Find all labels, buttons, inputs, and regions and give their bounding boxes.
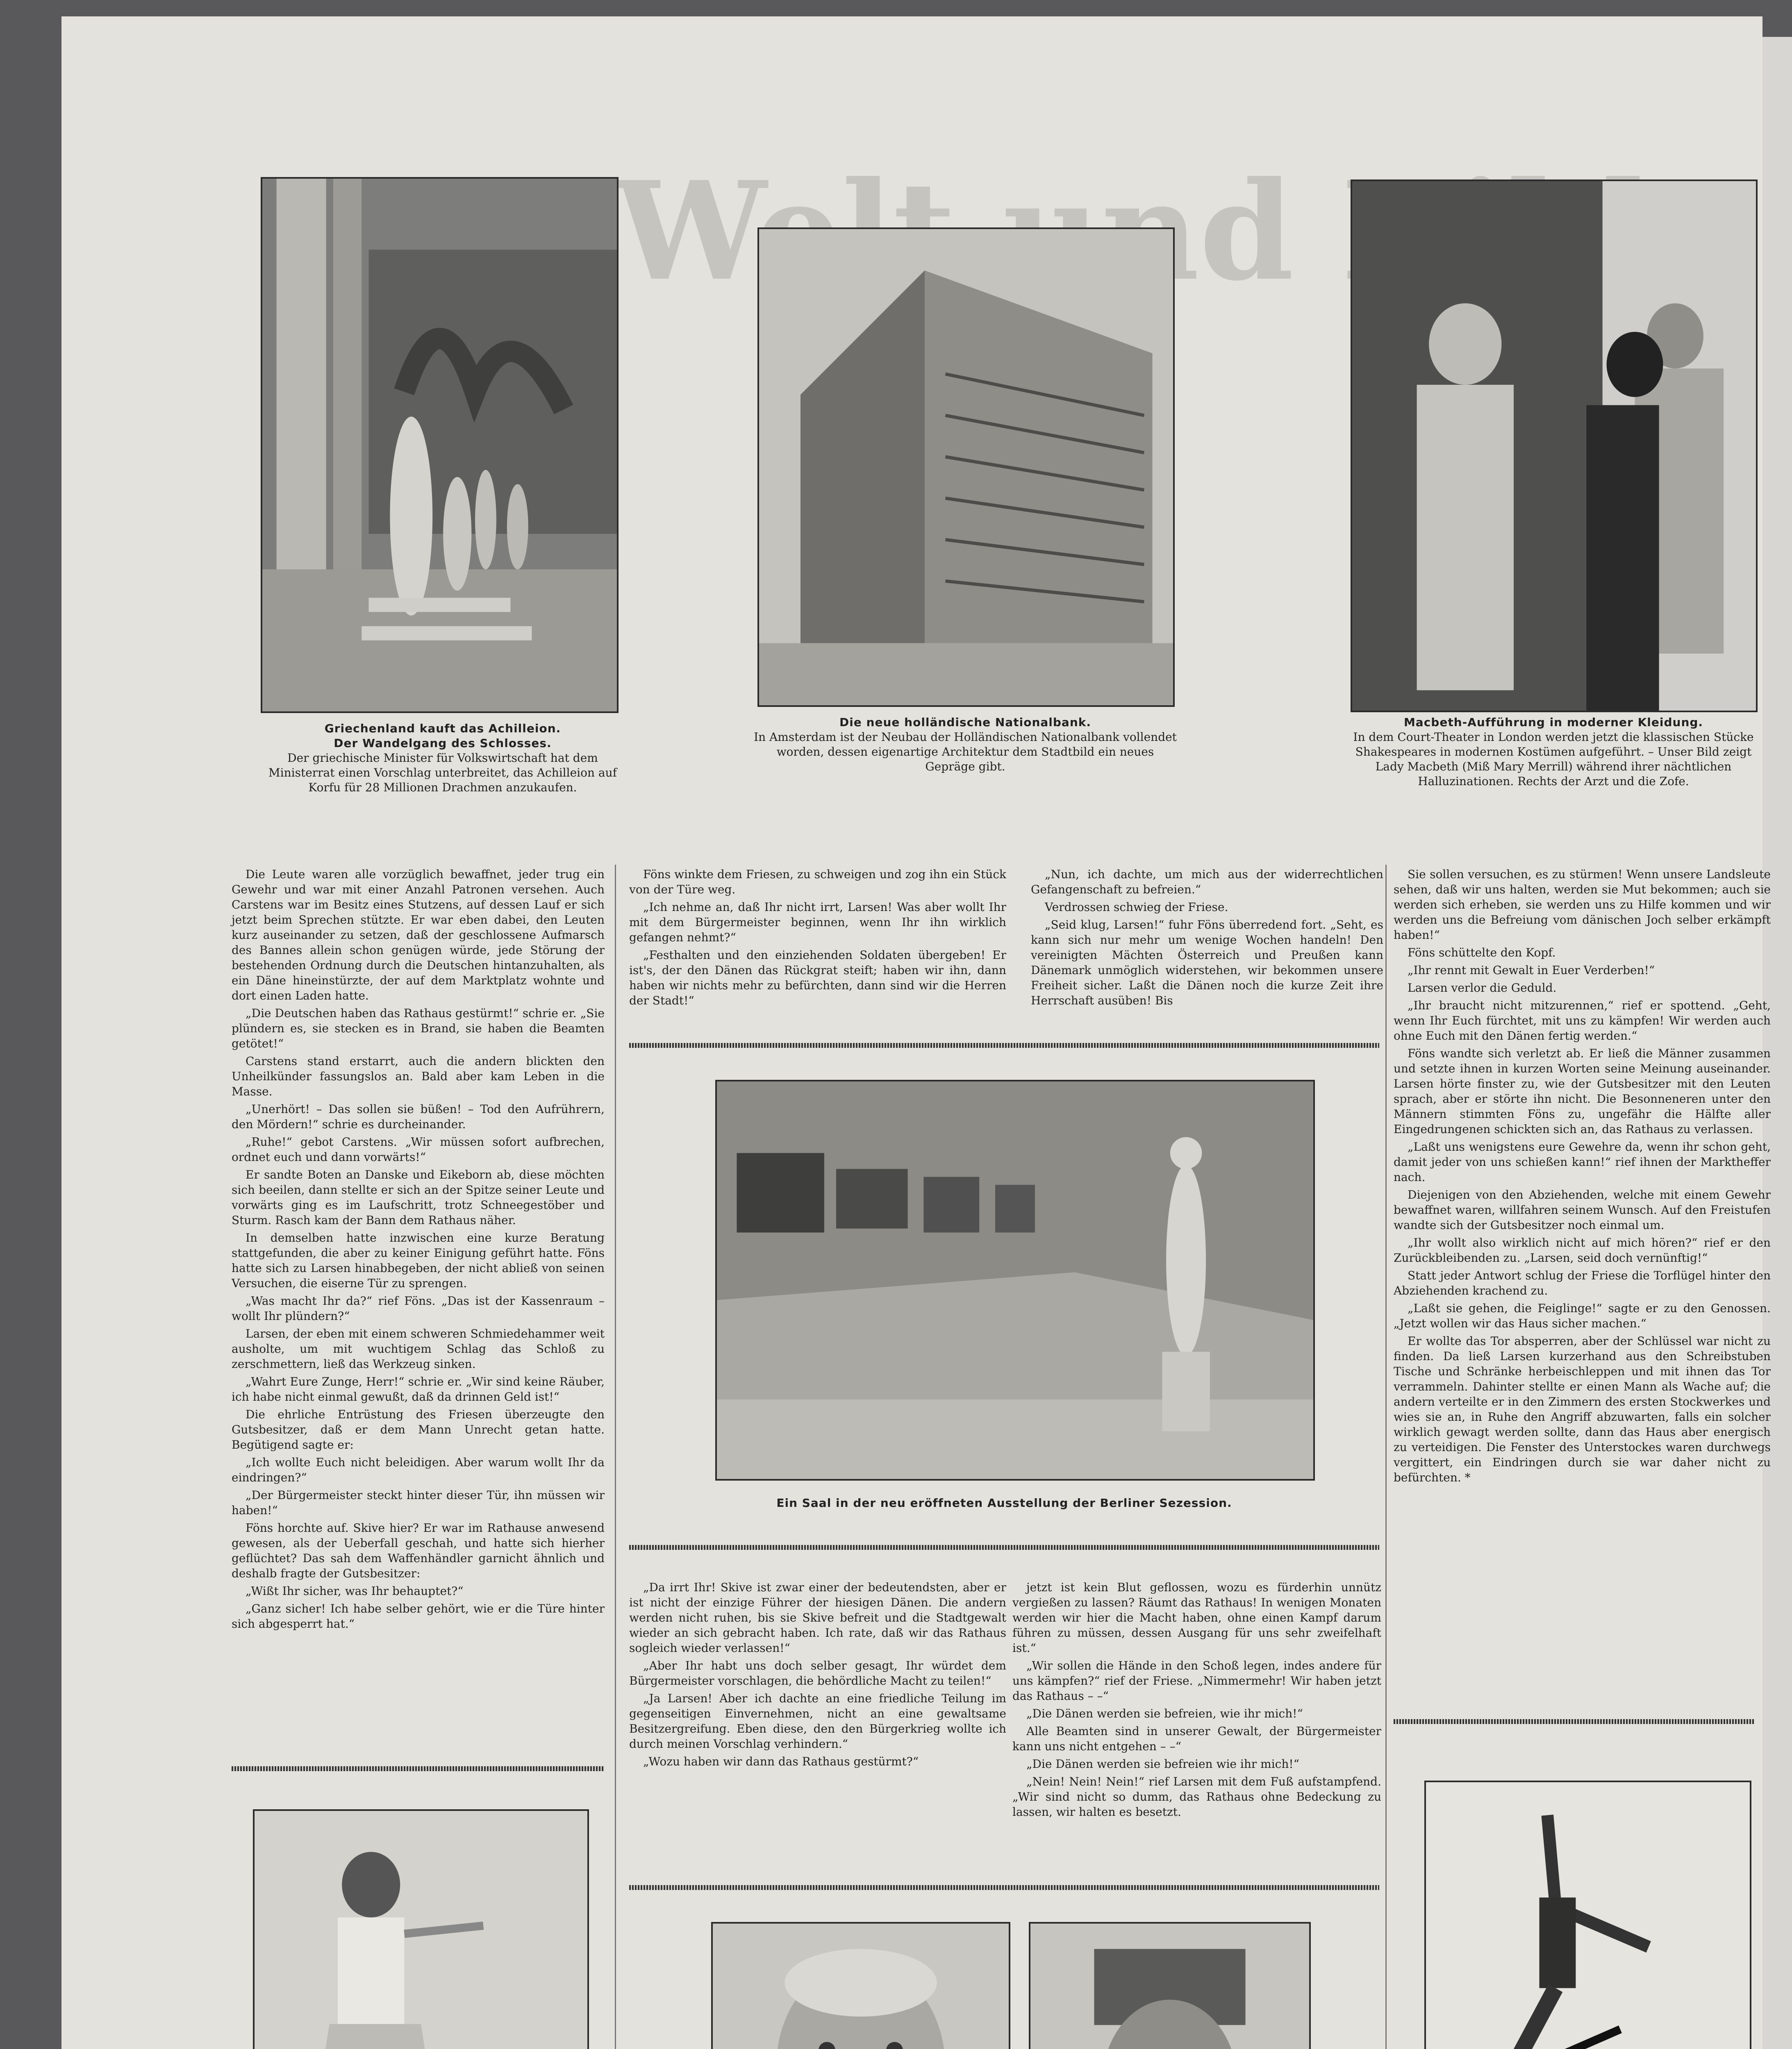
section-divider: [629, 1545, 1379, 1550]
story-paragraph: „Die Dänen werden sie befreien wie ihr mich!“: [1026, 1757, 1299, 1771]
story-paragraph: Diejenigen von den Abziehenden, welche mit einem Gewehr bewaffnet waren, willfahren seinem Wunsch. Auf den Freistufen wandte sich der Gutsbesitzer noch einmal um.: [1394, 1188, 1771, 1232]
caption-achilleion-title: Griechenland kauft das Achilleion.: [324, 722, 561, 735]
story-paragraph: „Laßt uns wenigstens eure Gewehre da, wenn ihr schon geht, damit jeder von uns schießen kann!“ rief ihnen der Marktheffer nach.: [1394, 1140, 1771, 1184]
story-paragraph: „Wir sollen die Hände in den Schoß legen, indes andere für uns kämpfen?“ rief der Friese. „Nimmermehr! Wir haben jetzt das Rathaus – –“: [1012, 1659, 1381, 1703]
section-divider: [629, 1043, 1379, 1048]
photo-achilleion-colonnade: [261, 177, 619, 713]
story-paragraph: Larsen verlor die Geduld.: [1408, 981, 1557, 995]
story-paragraph: Er wollte das Tor absperren, aber der Schlüssel war nicht zu finden. Da ließ Larsen kurzerhand aus den Schreibstuben Tische und Schränke herbeischleppen und mit ihnen das Tor verrammeln. Dahinter stellte er einen Mann als Wache auf; die andern verteilte er in den Zimmern des ersten Stockwerkes und wies sie an, in Ruhe den Angriff abzuwarten, falls ein solcher wirklich gewagt werden sollte, dann das Haus aber energisch zu verteidigen. Die Fenster des Unterstockes waren durchwegs vergittert, ein Eindringen durch sie war daher nicht zu befürchten. *: [1394, 1334, 1771, 1484]
column-rule: [1385, 865, 1387, 2049]
story-paragraph: „Ruhe!“ gebot Carstens. „Wir müssen sofort aufbrechen, ordnet euch und dann vorwärts!“: [232, 1135, 605, 1164]
story-paragraph: Verdrossen schwieg der Friese.: [1045, 900, 1228, 914]
story-paragraph: „Festhalten und den einziehenden Soldaten übergeben! Er ist's, der den Dänen das Rückgrat steift; haben wir ihn, dann haben wir nichts mehr zu befürchten, dann sind wir die Herren der Stadt!“: [629, 948, 1006, 1007]
caption-achilleion: [258, 721, 627, 795]
story-paragraph: Larsen, der eben mit einem schweren Schmiedehammer weit ausholte, um mit wuchtigem Schlag das Schloß zu zerschmettern, ließ das Werkzeug sinken.: [232, 1327, 605, 1371]
caption-national-bank-title: Die neue holländische Nationalbank.: [839, 716, 1092, 729]
story-paragraph: Statt jeder Antwort schlug der Friese die Torflügel hinter den Abziehenden krachend zu.: [1394, 1269, 1771, 1297]
story-paragraph: „Ich wollte Euch nicht beleidigen. Aber warum wollt Ihr da eindringen?“: [232, 1456, 605, 1484]
story-column-3-top: [1031, 867, 1383, 1011]
story-paragraph: Er sandte Boten an Danske und Eikeborn ab, diese möchten sich beeilen, dann stellte er sich an der Spitze seiner Leute und vorwärts ging es im Laufschritt, trotz Schneegestöber und Sturm. Rasch kam der Bann dem Rathaus näher.: [232, 1168, 605, 1227]
caption-macbeth: [1349, 715, 1758, 789]
story-column-3-bottom: [1012, 1580, 1381, 1822]
story-paragraph: „Ja Larsen! Aber ich dachte an eine friedliche Teilung im gegenseitigen Einvernehmen, nicht an eine gewaltsame Besitzergreifung. Eben diese, den den Bürgerkrieg wollte ich durch meinen Vorschlag verhindern.“: [629, 1692, 1006, 1751]
story-paragraph: In demselben hatte inzwischen eine kurze Beratung stattgefunden, die aber zu keiner Einigung geführt hatte. Föns hatte sich zu Larsen hinabbegeben, der nicht abließ von seinen Versuchen, die eiserne Tür zu sprengen.: [232, 1231, 605, 1290]
section-divider: [1394, 1719, 1754, 1724]
story-paragraph: Sie sollen versuchen, es zu stürmen! Wenn unsere Landsleute sehen, daß wir uns halten, werden sie Mut bekommen; auch sie werden sich erheben, sie werden uns zu Hilfe kommen und wir werden uns die Befreiung vom dänischen Joch selber erkämpft haben!“: [1394, 868, 1771, 942]
story-column-2-top: [629, 867, 1006, 1011]
story-paragraph: „Die Dänen werden sie befreien, wie ihr mich!“: [1026, 1707, 1303, 1720]
story-paragraph: Die ehrliche Entrüstung des Friesen überzeugte den Gutsbesitzer, daß er dem Mann Unrecht getan hatte. Begütigend sagte er:: [232, 1408, 605, 1452]
story-paragraph: „Ich nehme an, daß Ihr nicht irrt, Larsen! Was aber wollt Ihr mit dem Bürgermeister beginnen, wenn Ihr ihn wirklich gefangen nehmt?“: [629, 900, 1006, 944]
photo-general-guillaumat: [1029, 1922, 1311, 2049]
story-paragraph: „Da irrt Ihr! Skive ist zwar einer der bedeutendsten, aber er ist nicht der einzige Führer der hiesigen Dänen. Die andern werden nicht ruhen, bis sie Skive befreit und die Stadtgewalt wieder an sich gebracht haben. Ich rate, daß wir das Rathaus sogleich wieder verlassen!“: [629, 1581, 1006, 1655]
story-paragraph: „Ihr wollt also wirklich nicht auf mich hören?“ rief er den Zurückbleibenden zu. „Larsen, seid doch vernünftig!“: [1394, 1236, 1771, 1265]
column-rule: [615, 865, 616, 2049]
story-paragraph: Alle Beamten sind in unserer Gewalt, der Bürgermeister kann uns nicht entgehen – –“: [1012, 1724, 1381, 1753]
photo-berlin-secession-hall: [715, 1080, 1315, 1481]
story-paragraph: „Unerhört! – Das sollen sie büßen! – Tod den Aufrührern, den Mördern!“ schrie es durcheinander.: [232, 1102, 605, 1131]
story-paragraph: Föns schüttelte den Kopf.: [1408, 946, 1556, 959]
story-paragraph: „Ganz sicher! Ich habe selber gehört, wie er die Türe hinter sich abgesperrt hat.“: [232, 1602, 605, 1631]
story-column-4: [1394, 867, 1771, 1488]
story-paragraph: jetzt ist kein Blut geflossen, wozu es fürderhin unnütz vergießen zu lassen? Räumt das Rathaus! In wenigen Monaten werden wir hier die Macht haben, ohne einen Kampf darum führen zu müssen, dessen Ausgang für uns sehr zweifelhaft ist.“: [1012, 1581, 1381, 1655]
photo-macbeth-modern-dress: [1351, 179, 1758, 712]
photo-roller-skater: [253, 1809, 589, 2049]
story-column-2-bottom: [629, 1580, 1006, 1772]
story-paragraph: „Ihr rennt mit Gewalt in Euer Verderben!“: [1408, 963, 1655, 977]
story-paragraph: „Die Deutschen haben das Rathaus gestürmt!“ schrie er. „Sie plündern es, sie stecken es in Brand, sie haben die Beamten getötet!“: [232, 1006, 605, 1050]
story-paragraph: „Nein! Nein! Nein!“ rief Larsen mit dem Fuß aufstampfend. „Wir sind nicht so dumm, das Rathaus ohne Bedeckung zu lassen, wir halten es besetzt.: [1012, 1775, 1381, 1819]
story-paragraph: Carstens stand erstarrt, auch die andern blickten den Unheilkünder fassungslos an. Bald aber kam Leben in die Masse.: [232, 1054, 605, 1098]
photo-national-bank-building: [757, 227, 1175, 707]
caption-national-bank: [750, 715, 1180, 774]
caption-macbeth-text: In dem Court-Theater in London werden jetzt die klassischen Stücke Shakespeares in modernen Kostümen aufgeführt. – Unser Bild zeigt Lady Macbeth (Miß Mary Merrill) während ihrer nächtlichen Halluzinationen. Rechts der Arzt und die Zofe.: [1353, 730, 1754, 788]
story-paragraph: „Nun, ich dachte, um mich aus der widerrechtlichen Gefangenschaft zu befreien.“: [1031, 868, 1383, 896]
story-paragraph: Föns horchte auf. Skive hier? Er war im Rathause anwesend gewesen, als der Ueberfall geschah, und hatte sich hierher geflüchtet? Das sah dem Waffenhändler garnicht ähnlich und deshalb fragte der Gutsbesitzer:: [232, 1521, 605, 1580]
story-paragraph: „Der Bürgermeister steckt hinter dieser Tür, ihn müssen wir haben!“: [232, 1488, 605, 1517]
caption-secession: [656, 1496, 1353, 1511]
story-paragraph: „Wahrt Eure Zunge, Herr!“ schrie er. „Wir sind keine Räuber, ich habe nicht einmal gewußt, daß da drinnen Geld ist!“: [232, 1375, 605, 1404]
story-paragraph: „Ihr braucht nicht mitzurennen,“ rief er spottend. „Geht, wenn Ihr Euch fürchtet, mit uns zu kämpfen! Wir werden auch ohne Euch mit den Dänen fertig werden.“: [1394, 999, 1771, 1043]
story-paragraph: „Laßt sie gehen, die Feiglinge!“ sagte er zu den Genossen. „Jetzt wollen wir das Haus sicher machen.“: [1394, 1302, 1771, 1330]
story-column-1: [232, 867, 605, 1634]
caption-national-bank-text: In Amsterdam ist der Neubau der Holländischen Nationalbank vollendet worden, dessen eigenartige Architektur dem Stadtbild ein neues Gepräge gibt.: [754, 730, 1177, 773]
story-paragraph: „Was macht Ihr da?“ rief Föns. „Das ist der Kassenraum – wollt Ihr plündern?“: [232, 1294, 605, 1323]
story-paragraph: Föns winkte dem Friesen, zu schweigen und zog ihn ein Stück von der Türe weg.: [629, 868, 1006, 896]
story-paragraph: „Wißt Ihr sicher, was Ihr behauptet?“: [246, 1584, 464, 1598]
photo-marshal-petain: [711, 1922, 1010, 2049]
story-paragraph: Föns wandte sich verletzt ab. Er ließ die Männer zusammen und setzte ihnen in kurzen Worten seine Meinung auseinander. Larsen hörte finster zu, wie der Gutsbesitzer mit den Leuten sprach, aber er störte ihn nicht. Die Besonneneren unter den Männern stimmten Föns zu, ungefähr die Hälfte aller Eingedrungenen schickten sich an, das Rathaus zu verlassen.: [1394, 1047, 1771, 1136]
story-paragraph: „Wozu haben wir dann das Rathaus gestürmt?“: [643, 1755, 919, 1768]
story-paragraph: Die Leute waren alle vorzüglich bewaffnet, jeder trug ein Gewehr und war mit einer Anzahl Patronen versehen. Auch Carstens war im Besitz eines Stutzens, auf dessen Lauf er sich jetzt beim Sprechen stützte. Er war eben dabei, den Leuten kurz auseinander zu setzen, daß der geschlossene Aufmarsch des Bannes allein schon genügen würde, jede Störung der bestehenden Ordnung durch die Deutschen hintanzuhalten, als ein Däne hineinstürzte, der auf dem Marktplatz wohnte und dort einen Laden hatte.: [232, 868, 605, 1002]
story-paragraph: „Seid klug, Larsen!“ fuhr Föns überredend fort. „Seht, es kann sich nur mehr um wenige Wochen handeln! Den vereinigten Mächten Österreich und Preußen kann Dänemark unmöglich widerstehen, wir bekommen unsere Freiheit sicher. Laßt die Dänen noch die kurze Zeit ihre Herrschaft ausüben! Bis: [1031, 918, 1383, 1007]
caption-macbeth-title: Macbeth-Aufführung in moderner Kleidung.: [1403, 716, 1703, 729]
caption-achilleion-text: Der griechische Minister für Volkswirtschaft hat dem Ministerrat einen Vorschlag unterbreitet, das Achilleion auf Korfu für 28 Millionen Drachmen anzukaufen.: [268, 751, 617, 794]
photo-ski-jumper: [1424, 1781, 1751, 2049]
section-divider: [629, 1885, 1379, 1890]
caption-achilleion-subtitle: Der Wandelgang des Schlosses.: [334, 736, 552, 750]
story-paragraph: „Aber Ihr habt uns doch selber gesagt, Ihr würdet dem Bürgermeister vorschlagen, die behördliche Macht zu teilen!“: [629, 1659, 1006, 1688]
caption-secession-title: Ein Saal in der neu eröffneten Ausstellung der Berliner Sezession.: [776, 1496, 1232, 1510]
section-divider: [232, 1766, 605, 1771]
